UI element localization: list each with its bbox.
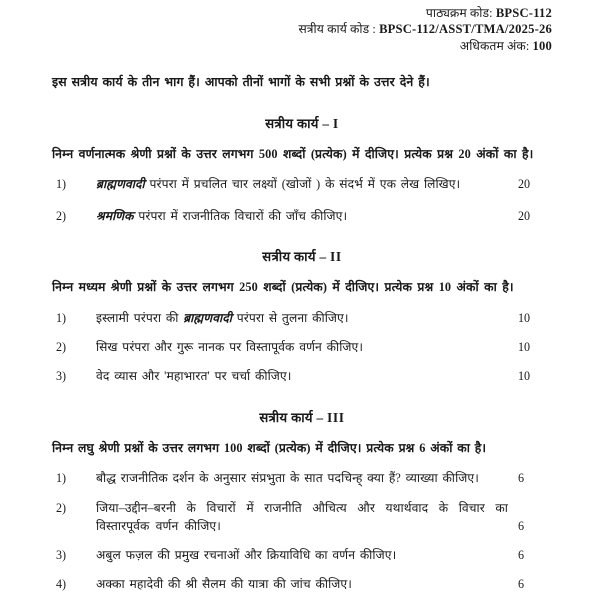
section-3-heading-dash: – [316, 409, 324, 425]
header-value-assignment-code: BPSC-112/ASST/TMA/2025-26 [379, 22, 552, 37]
question-marks: 10 [518, 339, 531, 354]
question-item [52, 575, 552, 593]
question-number: 2) [56, 500, 67, 515]
question-item [52, 367, 552, 385]
question-text [96, 175, 518, 193]
assignment-intro-text: इस सत्रीय कार्य के तीन भाग हैं। आपको तीनों भागों के सभी प्रश्नों के उत्तर देने हैं। [52, 74, 430, 89]
question-item [52, 338, 552, 356]
question-item [52, 469, 552, 487]
question-text-pre: सिख परंपरा और गुरू नानक पर विस्तापूर्वक वर्णन कीजिए। [96, 339, 364, 354]
question-item [52, 175, 552, 193]
header-line-course-code [52, 6, 552, 21]
header-label-assignment-code: सत्रीय कार्य कोड : [298, 22, 376, 37]
question-text-pre: बौद्ध राजनीतिक दर्शन के अनुसार संप्रभुता के सात पदचिन्ह् क्या हैं? व्याख्या कीजिए। [96, 471, 479, 486]
question-text [96, 546, 518, 564]
question-number: 1) [56, 177, 67, 192]
question-text-emphasis: ब्राह्मणवादी [96, 177, 145, 192]
question-text [96, 469, 518, 487]
document-header [52, 6, 552, 54]
header-line-maximum-marks [52, 39, 552, 54]
question-text-pre: इस्लामी परंपरा की [96, 310, 184, 325]
section-1-heading-numeral: I [332, 115, 339, 131]
question-text-post: परंपरा से तुलना कीजिए। [231, 310, 349, 325]
header-label-maximum-marks: अधिकतम अंक: [459, 38, 530, 53]
section-2-heading-dash: – [319, 248, 327, 264]
question-item [52, 207, 552, 225]
question-text [96, 207, 518, 225]
section-3 [52, 408, 552, 594]
question-number: 1) [56, 471, 67, 486]
section-1-heading-text: सत्रीय कार्य [265, 115, 319, 131]
section-1-instruction: निम्न वर्णनात्मक श्रेणी प्रश्नों के उत्तर लगभग 500 शब्दों (प्रत्येक) में दीजिए। प्रत्येक प्रश्न 20 अंकों का है। [52, 146, 534, 161]
section-3-instruction: निम्न लघु श्रेणी प्रश्नों के उत्तर लगभग 100 शब्दों (प्रत्येक) में दीजिए। प्रत्येक प्रश्न 6 अंकों का है। [52, 440, 487, 455]
question-text-emphasis: श्रमणिक [96, 208, 134, 223]
header-line-assignment-code [52, 22, 552, 37]
header-label-course-code: पाठ्यक्रम कोड: [425, 6, 493, 20]
question-text [96, 338, 518, 356]
question-text-post: परंपरा में प्रचलित चार लक्ष्यों (खोजों ) के संदर्भ में एक लेख लिखिए। [144, 177, 461, 192]
question-text [96, 499, 518, 536]
question-item [52, 499, 552, 536]
section-2-heading-numeral: II [329, 248, 342, 264]
question-text-pre: अबुल फज़ल की प्रमुख रचनाओं और क्रियाविधि का वर्णन कीजिए। [96, 548, 397, 563]
question-item [52, 546, 552, 564]
section-2-instruction: निम्न मध्यम श्रेणी प्रश्नों के उत्तर लगभग 250 शब्दों (प्रत्येक) में दीजिए। प्रत्येक प्रश्न 10 अंकों का है। [52, 279, 514, 294]
question-text [96, 309, 518, 327]
section-3-heading-text: सत्रीय कार्य [259, 409, 313, 425]
section-1-question-list [52, 175, 552, 225]
question-text-pre: वेद व्यास और 'महाभारत' पर चर्चा कीजिए। [96, 369, 292, 384]
section-1 [52, 114, 552, 225]
section-3-heading [52, 408, 552, 426]
section-3-heading-numeral: III [327, 409, 345, 425]
question-number: 3) [56, 548, 67, 563]
question-text-post: परंपरा में राजनीतिक विचारों की जाँच कीजिए। [133, 208, 348, 223]
section-2-heading-text: सत्रीय कार्य [262, 248, 316, 264]
section-2-heading [52, 247, 552, 265]
question-marks: 6 [518, 577, 525, 592]
question-text [96, 575, 518, 593]
question-marks: 10 [518, 369, 531, 384]
question-marks: 20 [518, 177, 531, 192]
section-1-heading-dash: – [322, 115, 330, 131]
question-marks: 20 [518, 208, 531, 223]
question-text-emphasis: ब्राह्मणवादी [183, 310, 232, 325]
question-item [52, 309, 552, 327]
header-value-maximum-marks: 100 [532, 38, 552, 53]
question-number: 2) [56, 208, 67, 223]
question-text [96, 367, 518, 385]
section-2-question-list [52, 309, 552, 386]
section-1-heading [52, 114, 552, 132]
section-3-question-list [52, 469, 552, 593]
question-number: 1) [56, 310, 67, 325]
question-text-pre: जिया–उद्दीन–बरनी के विचारों में राजनीति औचित्य और यथार्थवाद के विचार का विस्तारपूर्वक वर्णन कीजिए। [96, 500, 508, 533]
section-2 [52, 247, 552, 386]
question-marks: 10 [518, 310, 531, 325]
question-number: 2) [56, 339, 67, 354]
question-marks: 6 [518, 548, 525, 563]
header-value-course-code: BPSC-112 [495, 6, 552, 20]
question-marks: 6 [518, 471, 525, 486]
question-text-pre: अक्का महादेवी की श्री सैलम की यात्रा की जांच कीजिए। [96, 577, 352, 592]
question-number: 3) [56, 369, 67, 384]
question-number: 4) [56, 577, 67, 592]
question-marks: 6 [518, 519, 525, 533]
